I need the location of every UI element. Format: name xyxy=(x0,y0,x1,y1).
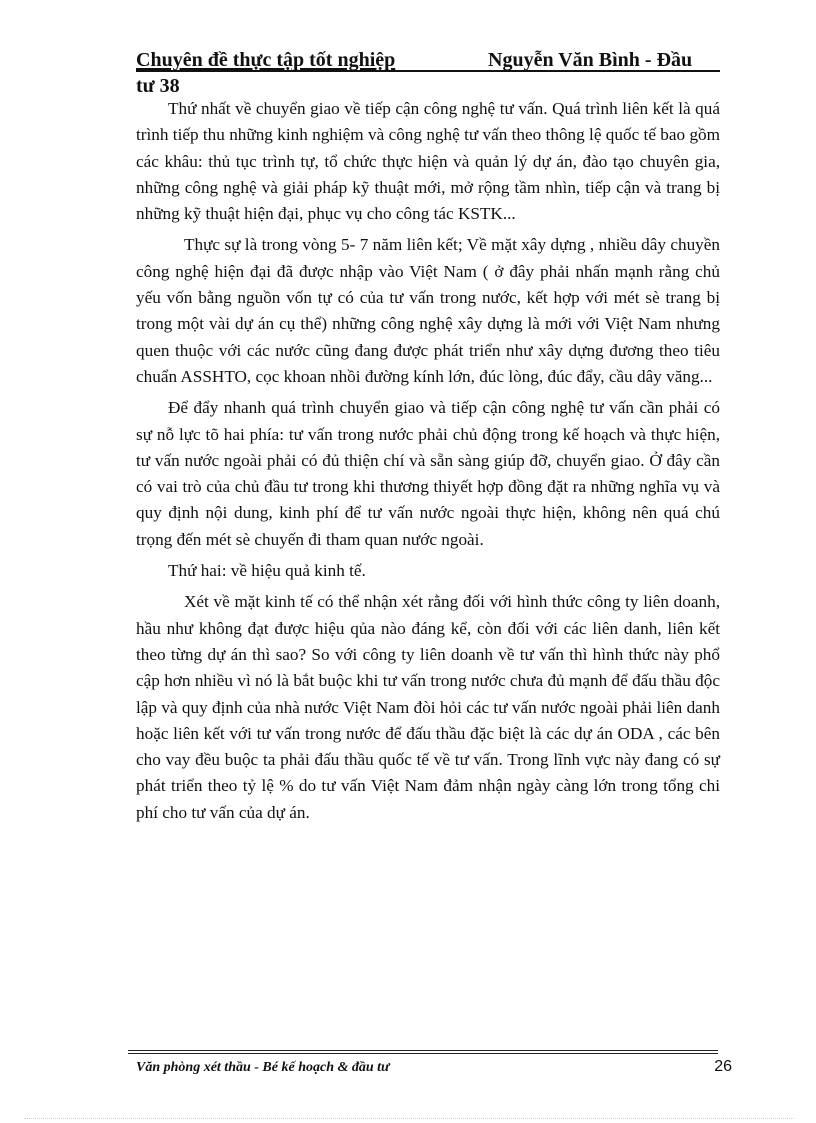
paragraph-construction-tech: Thực sự là trong vòng 5- 7 năm liên kết; Về mặt xây dựng , nhiều dây chuyền công nghệ hiện đại đã được nhập vào Việt Nam ( ở đây phải nhấn mạnh rằng chủ yếu vốn bằng nguồn vốn tự có của tư vấn trong nước, kết hợp với mét sè trang bị trong một vài dự án cụ thể) những công nghệ xây dựng là mới với Việt Nam nhưng quen thuộc với các nước cũng đang được phát triển như xây dựng đương theo tiêu chuẩn ASSHTO, cọc khoan nhồi đường kính lớn, đúc lòng, đúc đẩy, cầu dây văng... xyxy=(136,235,720,386)
paragraph-technology-transfer: Thứ nhất về chuyển giao về tiếp cận công nghệ tư vấn. Quá trình liên kết là quá trình tiếp thu những kinh nghiệm và công nghệ tư vấn theo thông lệ quốc tế bao gồm các khâu: thủ tục trình tự, tổ chức thực hiện và quản lý dự án, đào tạo chuyên gia, những công nghệ và giải pháp kỹ thuật mới, mở rộng tầm nhìn, tiếp cận và trang bị những kỹ thuật hiện đại, phục vụ cho công tác KSTK... xyxy=(136,99,720,224)
header-line xyxy=(136,46,720,72)
header-author: Nguyễn Văn Bình - Đầu xyxy=(488,49,693,71)
page-edge-divider xyxy=(24,1118,794,1119)
page-header xyxy=(136,46,720,97)
page-footer xyxy=(128,1050,732,1080)
footer-office: Văn phòng xét thầu - Bé kế hoạch & đầu tư xyxy=(136,1060,390,1075)
body-text xyxy=(136,96,720,831)
page-number: 26 xyxy=(714,1058,732,1075)
paragraph-economic-heading: Thứ hai: về hiệu quả kinh tế. xyxy=(168,561,366,581)
footer-row xyxy=(128,1058,732,1080)
header-continuation: tư 38 xyxy=(136,75,180,97)
footer-divider xyxy=(128,1050,718,1054)
paragraph-acceleration: Để đẩy nhanh quá trình chuyển giao và tiếp cận công nghệ tư vấn cần phải có sự nỗ lực tõ hai phía: tư vấn trong nước phải chủ động trong kế hoạch và thực hiện, tư vấn nước ngoài phải có đủ thiện chí và sẵn sàng giúp đỡ, chuyển giao. Ở đây cần có vai trò của chủ đầu tư trong khi thương thiyết hợp đồng đặt ra những nghĩa vụ và quy định nội dung, kinh phí để tư vấn nước ngoài thực hiện, không nên quá chú trọng đến mét sè chuyến đi tham quan nước ngoài. xyxy=(136,398,720,549)
paragraph-economic-effect: Xét về mặt kinh tế có thể nhận xét rằng đối với hình thức công ty liên doanh, hầu như không đạt được hiệu qủa nào đáng kể, còn đối với các liên danh, liên kết theo từng dự án thì sao? So với công ty liên doanh về tư vấn thì hình thức này phổ cập hơn nhiều vì nó là bắt buộc khi tư vấn trong nước chưa đủ mạnh để đấu thầu độc lập và quy định của nhà nước Việt Nam đòi hỏi các tư vấn nước ngoài phải liên danh hoặc liên kết với tư vấn trong nước để đấu thầu đặc biệt là các dự án ODA , các bên cho vay đều buộc ta phải đấu thầu quốc tế về tư vấn. Trong lĩnh vực này đang có sự phát triển theo tỷ lệ % do tư vấn Việt Nam đảm nhận ngày càng lớn trong tổng chi phí cho tư vấn của dự án. xyxy=(136,592,720,822)
header-title: Chuyên đề thực tập tốt nghiệp xyxy=(136,49,396,71)
